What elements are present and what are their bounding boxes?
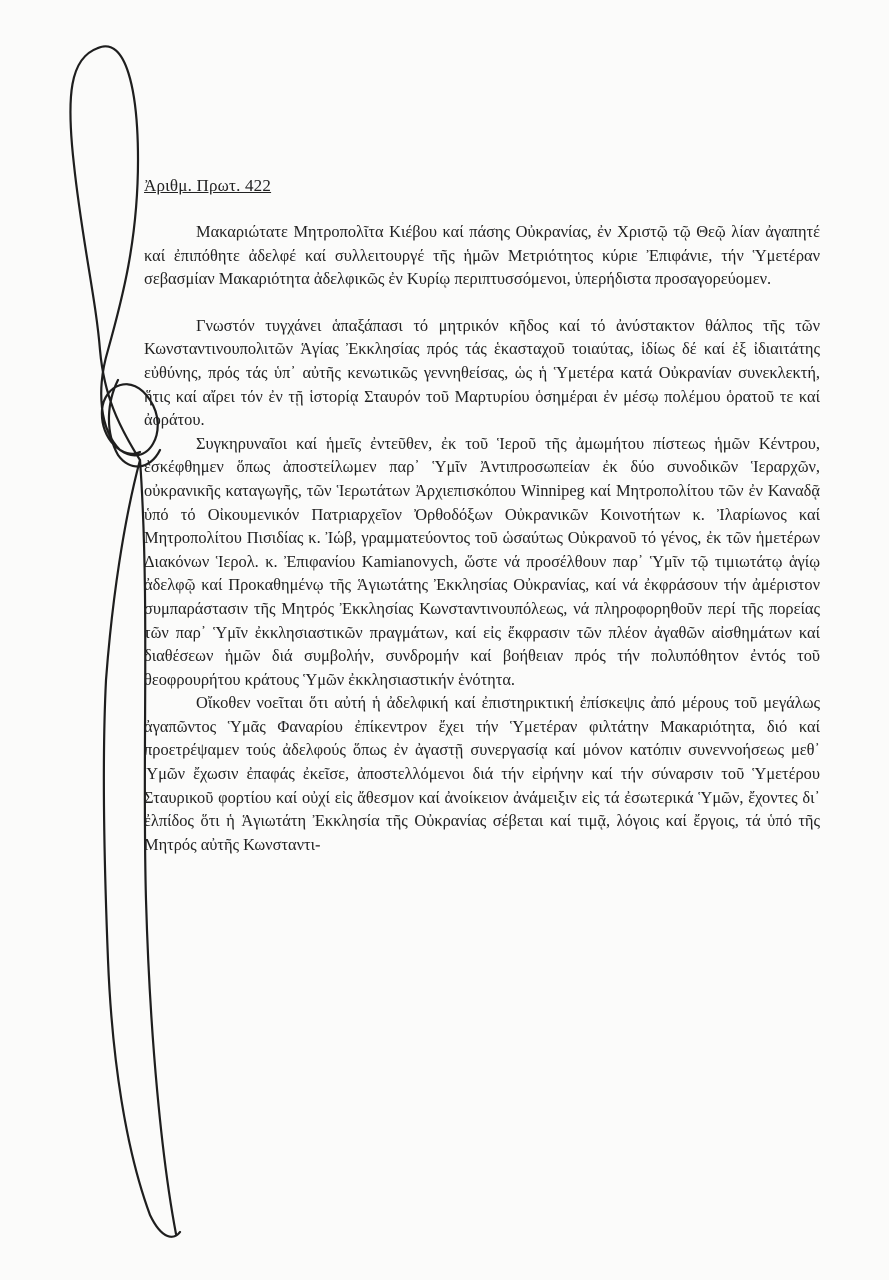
protocol-number: Ἀριθμ. Πρωτ. 422 [144, 176, 272, 195]
body-paragraph: Γνωστόν τυγχάνει ἁπαξάπασι τό μητρικόν κῆδος καί τό ἀνύστακτον θάλπος τῆς τῶν Κωνσταντινουπολιτῶν Ἁγίας Ἐκκλησίας πρός τάς ἑκασταχοῦ τοιαύτας, ἰδίως δέ καί ἐξ ἰδιαιτάτης εὐθύνης, πρός τάς ὑπ᾽ αὐτῆς κενωτικῶς γεννηθείσας, ὡς ἡ Ὑμετέρα κατά Οὐκρανίαν συνεκλεκτή, ἥτις καί αἴρει τόν ἐν τῇ ἱστορίᾳ Σταυρόν τοῦ Μαρτυρίου ὁσημέραι ἐν μέσῳ πολέμου ὁρατοῦ τε καί ἀοράτου. [144, 315, 820, 430]
body-paragraph: Οἴκοθεν νοεῖται ὅτι αὐτή ἡ ἀδελφική καί ἐπιστηρικτική ἐπίσκεψις ἀπό μέρους τοῦ μεγάλως ἀγαπῶντος Ὑμᾶς Φαναρίου ἐπίκεντρον ἔχει τήν Ὑμετέραν φιλτάτην Μακαριότητα, διό καί προετρέψαμεν τούς ἀδελφούς ὅπως ἐν ἀγαστῇ συνεργασίᾳ καί μόνον κατόπιν συνεννοήσεως μεθ᾽ Ὑμῶν ἔχωσιν ἐπαφάς ἐκεῖσε, ἀποστελλόμενοι διά τήν εἰρήνην καί τήν σύναρσιν τοῦ Ὑμετέρου Σταυρικοῦ φορτίου καί οὐχί εἰς ἄθεσμον καί ἀνοίκειον ἀνάμειξιν εἰς τά ἐσωτερικά Ὑμῶν, ἔχοντες δι᾽ ἐλπίδος ὅτι ἡ Ἁγιωτάτη Ἐκκλησία τῆς Οὐκρανίας σέβεται καί τιμᾷ, λόγοις καί ἔργοις, τά ὑπό τῆς Μητρός αὐτῆς Κωνσταντι- [144, 693, 820, 854]
salutation-paragraph: Μακαριώτατε Μητροπολῖτα Κιέβου καί πάσης Οὐκρανίας, ἐν Χριστῷ τῷ Θεῷ λίαν ἀγαπητέ καί ἐπιπόθητε ἀδελφέ καί συλλειτουργέ τῆς ἡμῶν Μετριότητος κύριε Ἐπιφάνιε, τήν Ὑμετέραν σεβασμίαν Μακαριότητα ἀδελφικῶς ἐν Κυρίῳ περιπτυσσόμενοι, ὑπερήδιστα προσαγορεύομεν. [144, 222, 820, 289]
body-paragraph: Συγκηρυναῖοι καί ἡμεῖς ἐντεῦθεν, ἐκ τοῦ Ἱεροῦ τῆς ἀμωμήτου πίστεως ἡμῶν Κέντρου, ἐσκέφθημεν ὅπως ἀποστείλωμεν παρ᾽ Ὑμῖν Ἀντιπροσωπείαν ἐκ δύο συνοδικῶν Ἱεραρχῶν, οὐκρανικῆς καταγωγῆς, τῶν Ἱερωτάτων Ἀρχιεπισκόπου Winnipeg καί Μητροπολίτου τῶν ἐν Καναδᾷ ὑπό τό Οἰκουμενικόν Πατριαρχεῖον Ὀρθοδόξων Οὐκρανικῶν Κοινοτήτων κ. Ἰλαρίωνος καί Μητροπολίτου Πισιδίας κ. Ἰώβ, γραμματεύοντος τοῦ ὡσαύτως Οὐκρανοῦ τό γένος, ἐκ τῶν ἡμετέρων Διακόνων Ἱερολ. κ. Ἐπιφανίου Kamianovych, ὥστε νά προσέλθουν παρ᾽ Ὑμῖν τῷ τιμιωτάτῳ ἁγίῳ ἀδελφῷ καί Προκαθημένῳ τῆς Ἁγιωτάτης Ἐκκλησίας Οὐκρανίας, καί νά ἐκφράσουν τήν ἀμέριστον συμπαράστασιν τῆς Μητρός Ἐκκλησίας Κωνσταντινουπόλεως, νά πληροφορηθοῦν περί τῆς πορείας τῶν παρ᾽ Ὑμῖν ἐκκλησιαστικῶν πραγμάτων, καί εἰς ἔκφρασιν τῶν πλέον ἀγαθῶν αἰσθημάτων καί διαθέσεων ἡμῶν διά συμβολήν, συνδρομήν καί βοήθειαν πρός τήν πολυπόθητον ἐντός τοῦ θεοφρουρήτου κράτους Ὑμῶν ἐκκλησιαστικήν ἑνότητα. [144, 433, 820, 689]
letter-body [144, 220, 820, 856]
